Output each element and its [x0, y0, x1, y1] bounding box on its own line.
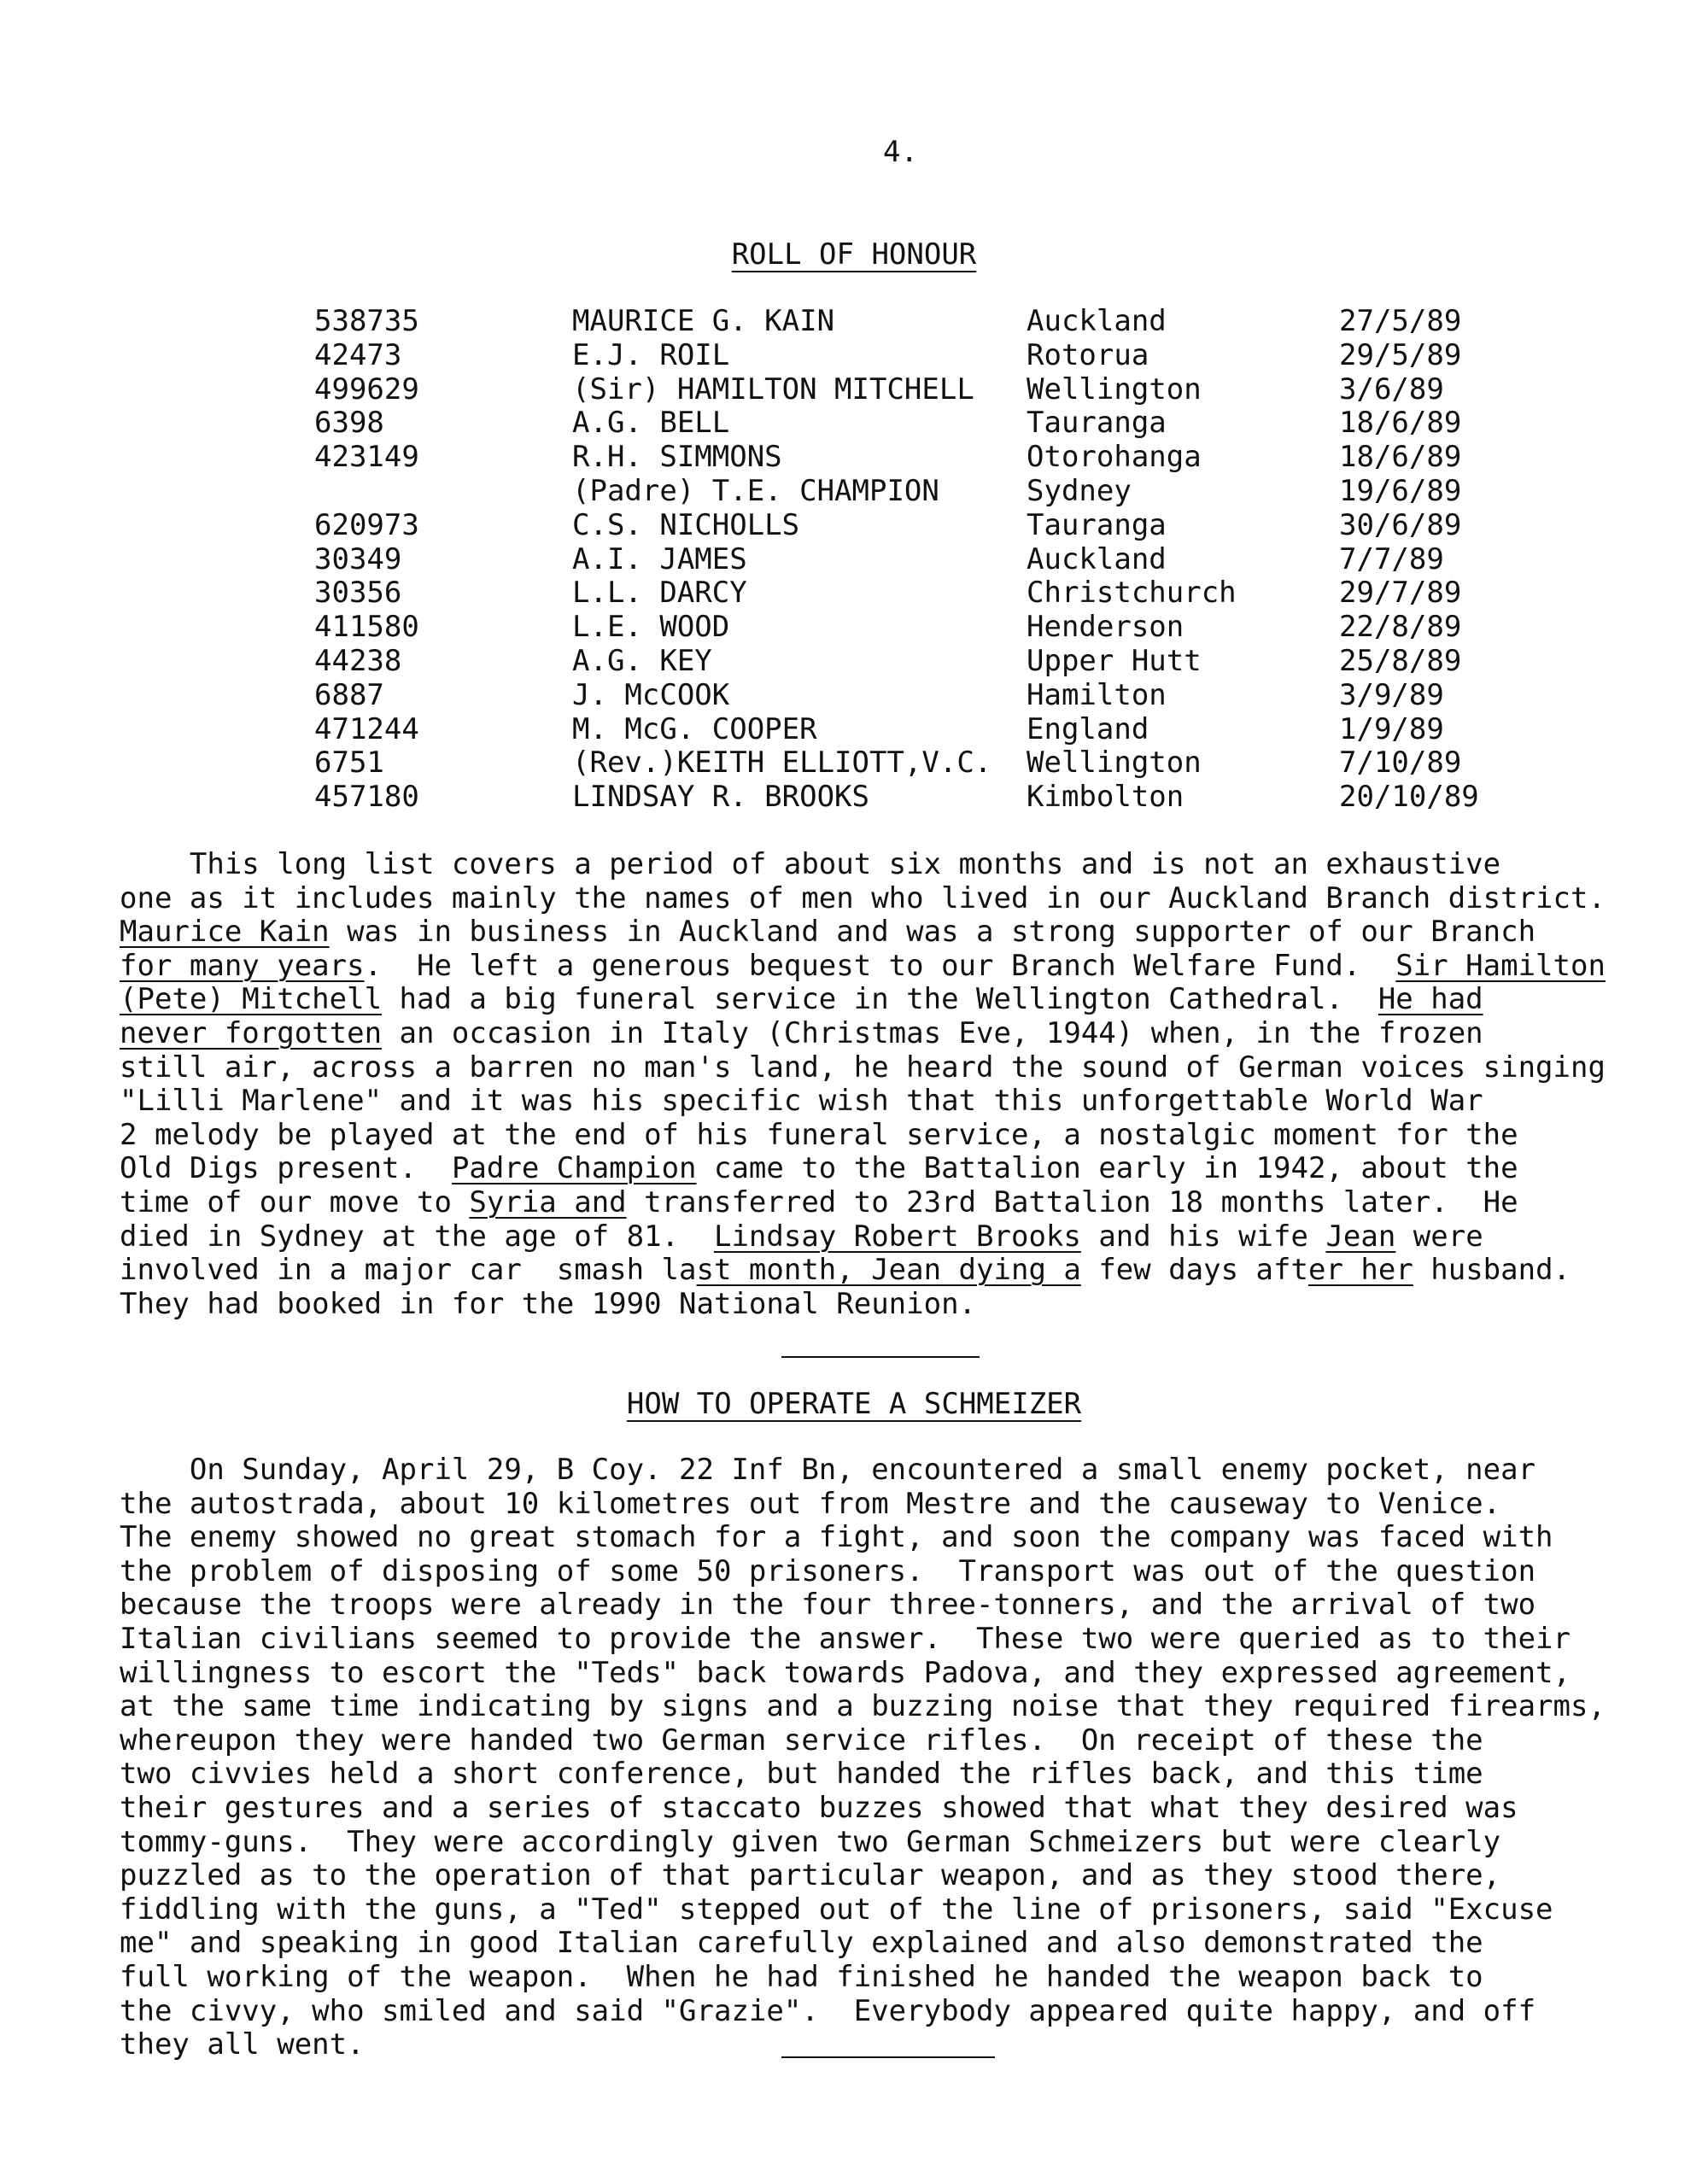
paragraph-text: were involved in a major car smash la [120, 1219, 1483, 1288]
roll-row [314, 339, 1510, 373]
service-number: 538735 [314, 304, 419, 338]
person-name: M. McG. COOPER [572, 711, 817, 746]
place: Hamilton [1027, 677, 1167, 712]
roll-row [314, 407, 1510, 441]
place: Tauranga [1027, 507, 1167, 542]
roll-row [314, 611, 1510, 645]
end-divider [781, 2056, 995, 2058]
person-name: R.H. SIMMONS [572, 440, 782, 475]
service-number: 620973 [314, 507, 419, 542]
section-divider [781, 1356, 980, 1358]
person-name: L.E. WOOD [572, 610, 730, 645]
date: 18/6/89 [1339, 406, 1462, 441]
person-name: (Padre) T.E. CHAMPION [572, 473, 939, 508]
service-number: 457180 [314, 780, 419, 815]
date: 3/6/89 [1339, 371, 1444, 407]
roll-row [314, 509, 1510, 543]
service-number: 6887 [314, 677, 384, 712]
paragraph-text: and his wife [1080, 1219, 1326, 1254]
page-number: 4. [883, 135, 918, 169]
place: Auckland [1027, 304, 1167, 338]
roll-row [314, 679, 1510, 713]
place: Auckland [1027, 541, 1167, 576]
person-name: E.J. ROIL [572, 337, 730, 372]
place: England [1027, 711, 1149, 746]
date: 7/10/89 [1339, 746, 1462, 781]
date: 18/6/89 [1339, 440, 1462, 475]
underlined-text: Padre Champion [451, 1151, 697, 1186]
paragraph-text: . He left a generous bequest to our Branch Welfare Fund. [364, 948, 1396, 983]
date: 30/6/89 [1339, 507, 1462, 542]
schmeizer-heading: HOW TO OPERATE A SCHMEIZER [626, 1387, 1082, 1421]
underlined-text: for many years [120, 948, 365, 983]
roll-row [314, 576, 1510, 611]
person-name: (Sir) HAMILTON MITCHELL [572, 371, 974, 407]
place: Wellington [1027, 746, 1202, 781]
underlined-text: st month, Jean dying a [696, 1253, 1081, 1288]
date: 22/8/89 [1339, 610, 1462, 645]
paragraph-text: was in business in Auckland and was a strong supporter of our Branch [347, 915, 1536, 950]
date: 20/10/89 [1339, 780, 1479, 815]
place: Otorohanga [1027, 440, 1202, 475]
person-name: C.S. NICHOLLS [572, 507, 800, 542]
roll-row [314, 305, 1510, 339]
date: 19/6/89 [1339, 473, 1462, 508]
roll-of-honour-heading: ROLL OF HONOUR [731, 237, 977, 272]
date: 27/5/89 [1339, 304, 1462, 338]
paragraph-text: husband. They had booked in for the 1990 National Reunion. [120, 1253, 1571, 1321]
roll-row [314, 475, 1510, 509]
underlined-text: Sir Hamilton (Pete) Mitchell [120, 948, 1606, 1017]
person-name: A.G. BELL [572, 406, 730, 441]
roll-of-honour-paragraph [120, 848, 1657, 1321]
underlined-text: Maurice Kain [120, 915, 330, 950]
service-number: 42473 [314, 337, 402, 372]
place: Henderson [1027, 610, 1184, 645]
date: 3/9/89 [1339, 677, 1444, 712]
date: 29/5/89 [1339, 337, 1462, 372]
roll-row [314, 441, 1510, 475]
service-number: 6751 [314, 746, 384, 781]
person-name: A.G. KEY [572, 643, 712, 678]
underlined-text: Lindsay Robert Brooks [713, 1219, 1081, 1254]
date: 25/8/89 [1339, 643, 1462, 678]
person-name: (Rev.)KEITH ELLIOTT,V.C. [572, 746, 992, 781]
service-number: 411580 [314, 610, 419, 645]
service-number: 6398 [314, 406, 384, 441]
place: Rotorua [1027, 337, 1149, 372]
paragraph-text: came to the Battalion early in 1942, about the time of our move to [120, 1151, 1518, 1220]
paragraph-text: had a big funeral service in the Wellington Cathedral. [382, 982, 1378, 1017]
service-number: 423149 [314, 440, 419, 475]
roll-row [314, 645, 1510, 679]
service-number: 499629 [314, 371, 419, 407]
roll-row [314, 543, 1510, 577]
place: Wellington [1027, 371, 1202, 407]
paragraph-text: few days aft [1080, 1253, 1308, 1288]
person-name: L.L. DARCY [572, 576, 747, 611]
service-number: 30356 [314, 576, 402, 611]
roll-row [314, 713, 1510, 747]
roll-of-honour-table [314, 305, 1510, 815]
place: Tauranga [1027, 406, 1167, 441]
date: 1/9/89 [1339, 711, 1444, 746]
date: 7/7/89 [1339, 541, 1444, 576]
schmeizer-paragraph: On Sunday, April 29, B Coy. 22 Inf Bn, encountered a small enemy pocket, near the autostrada, about 10 kilometres out from Mestre and the causeway to Venice. The enemy showed no great stomach for a fight, and soon the company was faced with the problem of disposing of some 50 prisoners. Transport was out of the question because the troops were already in the four three-tonners, and the arrival of two Italian civilians seemed to provide the answer. These two were queried as to their willingness to escort the "Teds" back towards Padova, and they expressed agreement, at the same time indicating by signs and a buzzing noise that they required firearms, whereupon they were handed two German service rifles. On receipt of these the two civvies held a short conference, but handed the rifles back, and this time their gestures and a series of staccato buzzes showed that what they desired was tommy-guns. They were accordingly given two German Schmeizers but were clearly puzzled as to the operation of that particular weapon, and as they stood there, fiddling with the guns, a "Ted" stepped out of the line of prisoners, said "Excuse me" and speaking in good Italian carefully explained and also demonstrated the full working of the weapon. When he had finished he handed the weapon back to the civvy, who smiled and said "Grazie". Everybody appeared quite happy, and off they all went. [120, 1453, 1606, 2062]
roll-row [314, 781, 1510, 815]
person-name: A.I. JAMES [572, 541, 747, 576]
service-number: 30349 [314, 541, 402, 576]
service-number: 44238 [314, 643, 402, 678]
service-number: 471244 [314, 711, 419, 746]
person-name: MAURICE G. KAIN [572, 304, 835, 338]
underlined-text: Jean [1325, 1219, 1396, 1254]
place: Upper Hutt [1027, 643, 1202, 678]
place: Kimbolton [1027, 780, 1184, 815]
paragraph-text: an occasion in Italy (Christmas Eve, 1944) when, in the frozen still air, across a barren no man's land, he heard the sound of German voices singing "Lilli Marlene" and it was his specific wish that this unforgettable World War 2 melody be played at the end of his funeral service, a nostalgic moment for the Old Digs present. [120, 1015, 1606, 1186]
person-name: J. McCOOK [572, 677, 730, 712]
place: Christchurch [1027, 576, 1237, 611]
underlined-text: Syria and [469, 1184, 627, 1220]
place: Sydney [1027, 473, 1132, 508]
paragraph-text: transferred to 23rd Battalion 18 months later. He died in Sydney at the age of 81. [120, 1184, 1518, 1254]
underlined-text: er her [1307, 1253, 1413, 1288]
paragraph-text: This long list covers a period of about six months and is not an exhaustive one as it includes mainly the names of men who lived in our Auckland Branch district. [120, 847, 1606, 915]
person-name: LINDSAY R. BROOKS [572, 780, 869, 815]
date: 29/7/89 [1339, 576, 1462, 611]
roll-row [314, 746, 1510, 781]
underlined-text: He had never forgotten [120, 982, 1483, 1050]
roll-row [314, 373, 1510, 407]
